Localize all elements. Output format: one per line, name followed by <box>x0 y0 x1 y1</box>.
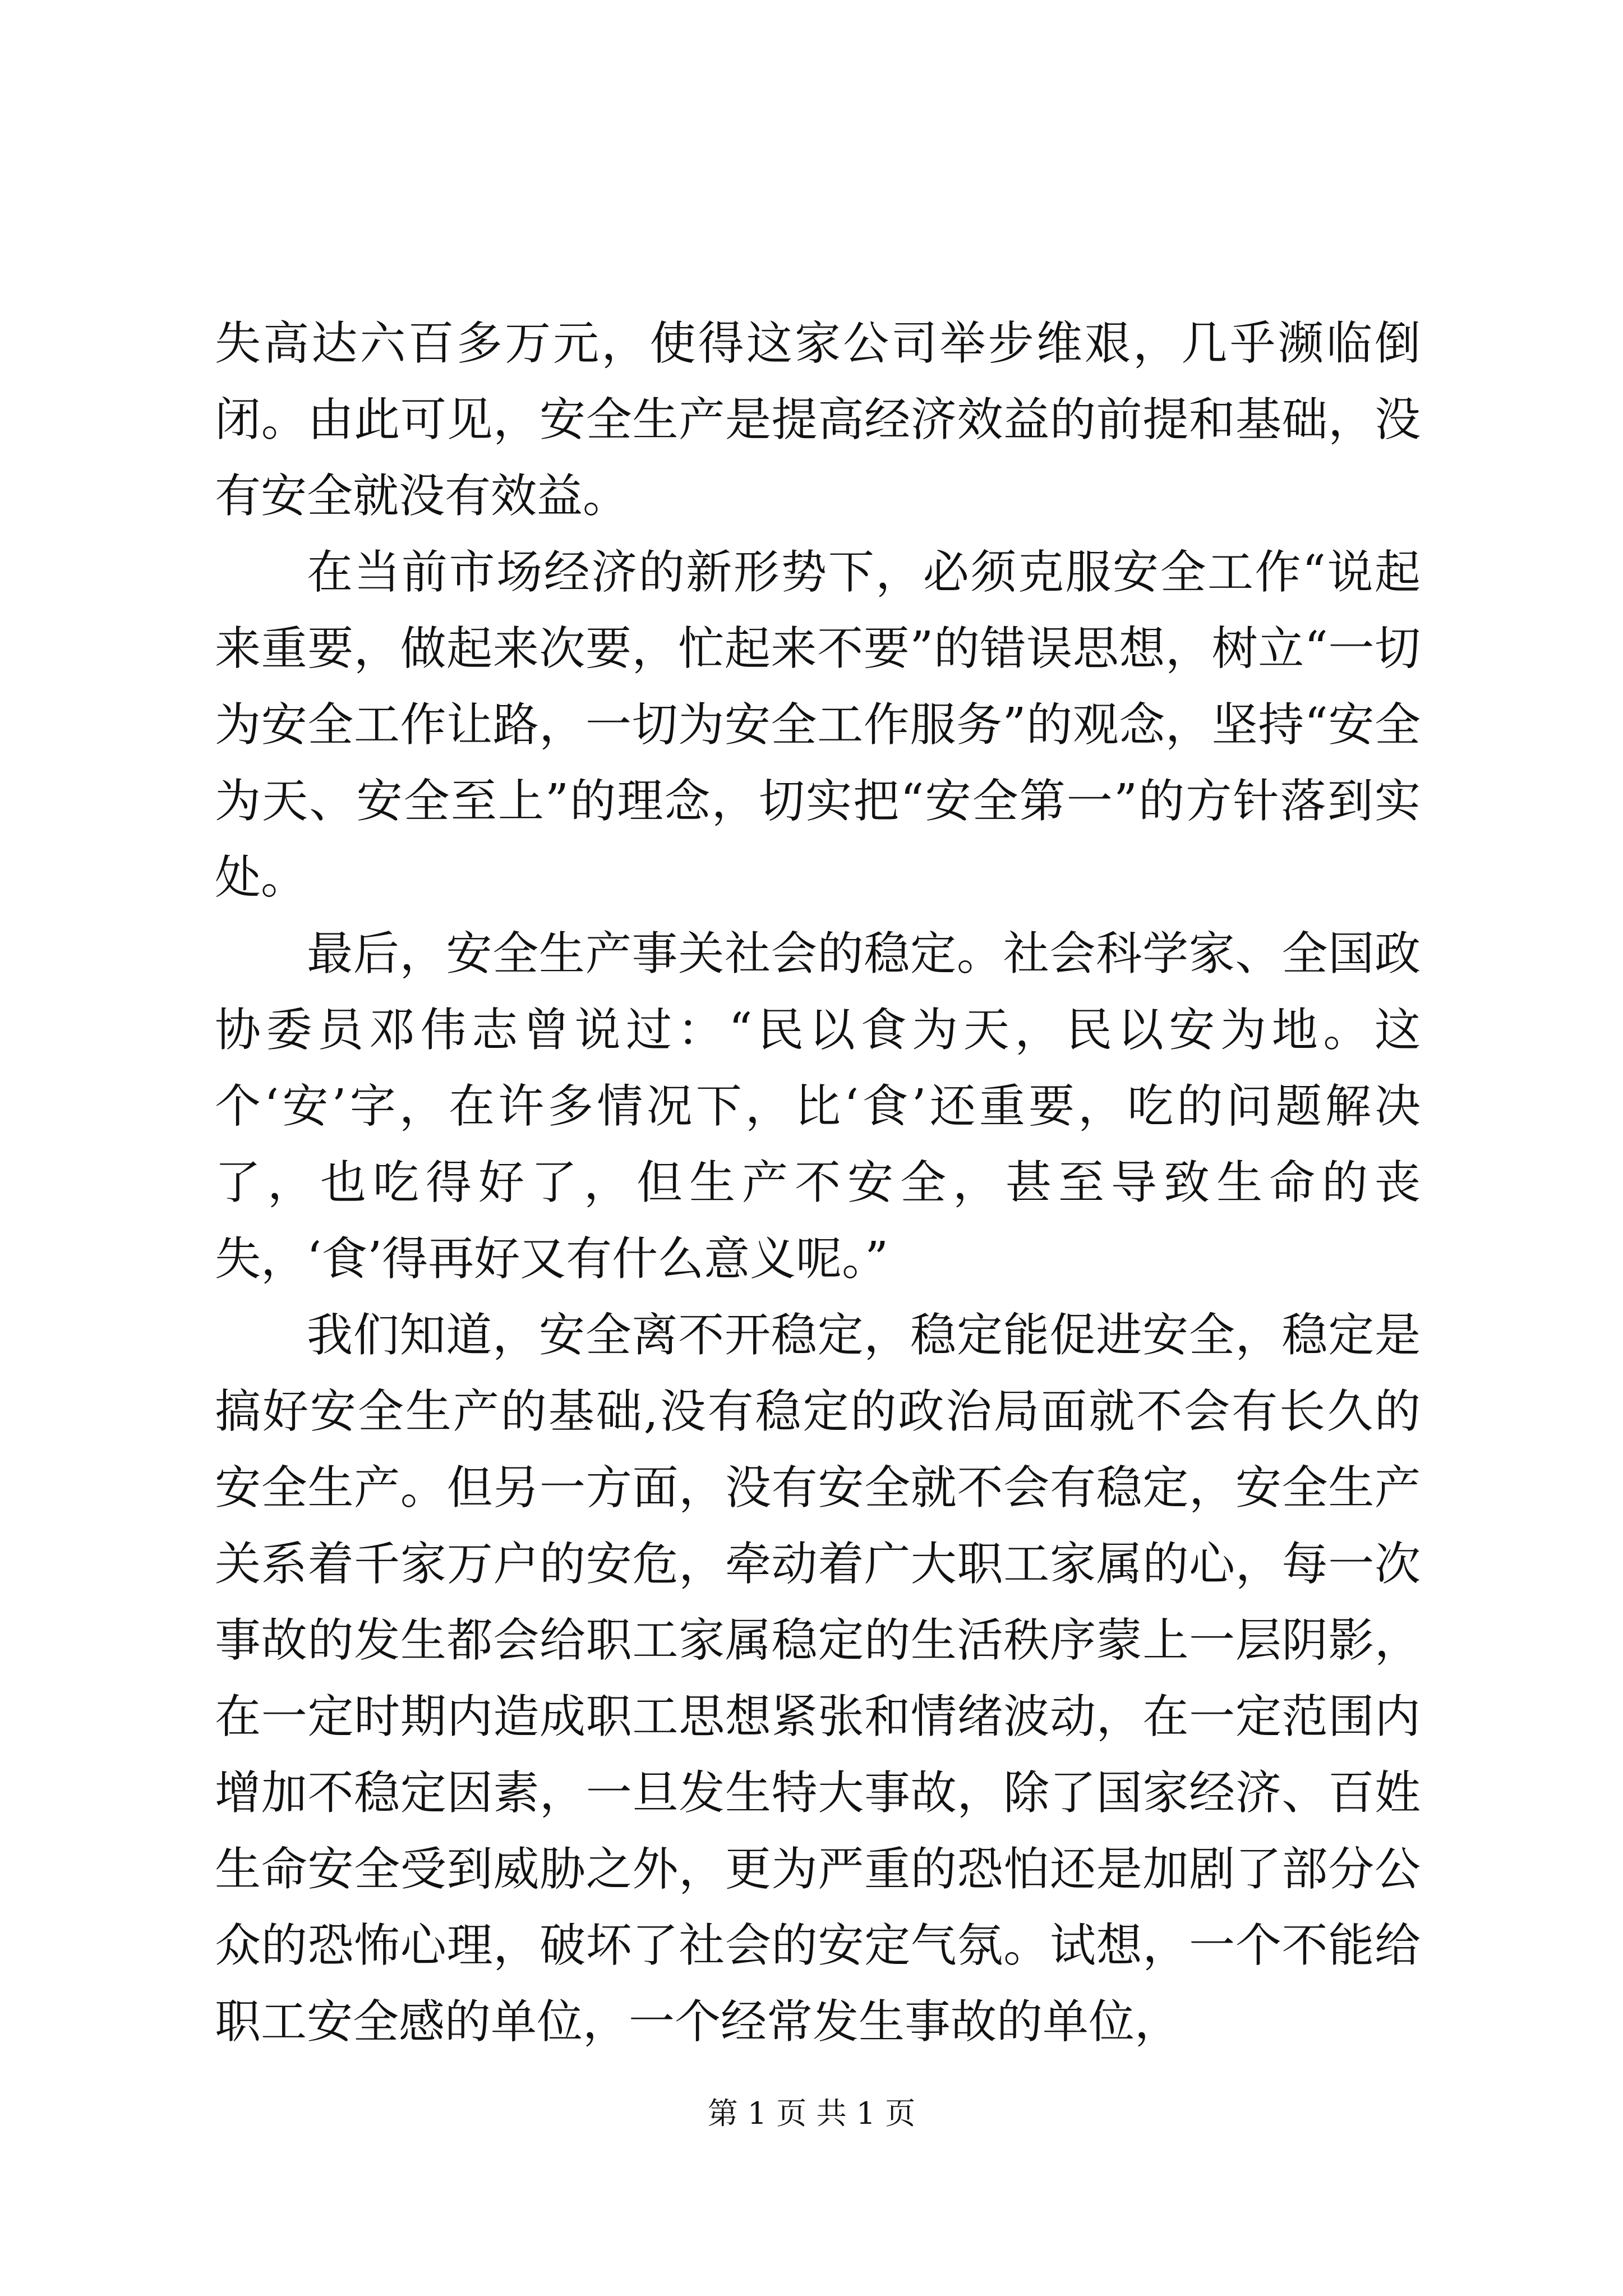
document-body <box>215 306 1421 2060</box>
paragraph-1: 失高达六百多万元，使得这家公司举步维艰，几乎濒临倒闭。由此可见，安全生产是提高经济效益的前提和基础，没有安全就没有效益。 <box>215 317 1421 523</box>
page-footer: 第 1 页 共 1 页 <box>707 2096 916 2131</box>
paragraph-2: 在当前市场经济的新形势下，必须克服安全工作“说起来重要，做起来次要，忙起来不要”的错误思想，树立“一切为安全工作让路，一切为安全工作服务”的观念，坚持“安全为天、安全至上”的理念，切实把“安全第一”的方针落到实处。 <box>215 546 1421 904</box>
paragraph-4: 我们知道，安全离不开稳定，稳定能促进安全，稳定是搞好安全生产的基础,没有稳定的政治局面就不会有长久的安全生产。但另一方面，没有安全就不会有稳定，安全生产关系着千家万户的安危，牵动着广大职工家属的心，每一次事故的发生都会给职工家属稳定的生活秩序蒙上一层阴影，在一定时期内造成职工思想紧张和情绪波动，在一定范围内增加不稳定因素，一旦发生特大事故，除了国家经济、百姓生命安全受到威胁之外，更为严重的恐怕还是加剧了部分公众的恐怖心理，破坏了社会的安定气氛。试想，一个不能给职工安全感的单位，一个经常发生事故的单位， <box>215 1309 1421 2049</box>
paragraph-3: 最后，安全生产事关社会的稳定。社会科学家、全国政协委员邓伟志曾说过：“民以食为天，民以安为地。这个‘安’字，在许多情况下，比‘食’还重要，吃的问题解决了，也吃得好了，但生产不安全，甚至导致生命的丧失，‘食’得再好又有什么意义呢。” <box>215 927 1421 1286</box>
